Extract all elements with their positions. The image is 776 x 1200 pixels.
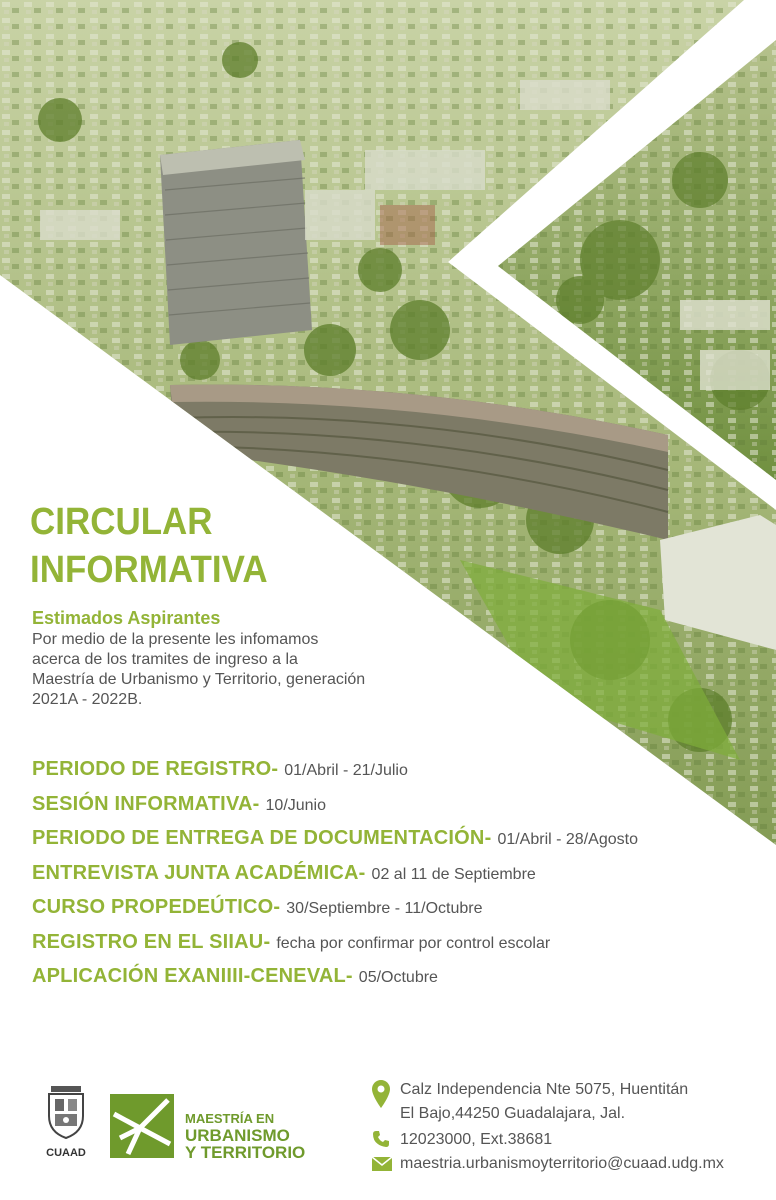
contact-info [372, 1078, 772, 1176]
udg-crest-icon [43, 1082, 89, 1140]
schedule-value: 30/Septiembre - 11/Octubre [286, 900, 483, 917]
schedule-item [32, 965, 752, 1000]
intro-text [32, 630, 452, 710]
phone-icon [372, 1130, 390, 1148]
program-line-3: Y TERRITORIO [185, 1143, 306, 1162]
schedule-value: 01/Abril - 28/Agosto [497, 831, 638, 848]
schedule-label: ENTREVISTA JUNTA ACADÉMICA- [32, 861, 366, 884]
intro-block [32, 606, 452, 710]
intro-line: acerca de los tramites de ingreso a la [32, 651, 298, 668]
schedule-list [32, 758, 752, 1000]
program-logo [110, 1094, 330, 1164]
phone-text: 12023000, Ext.38681 [400, 1131, 553, 1148]
intro-line: Maestría de Urbanismo y Territorio, generación [32, 671, 366, 688]
email-link[interactable]: maestria.urbanismoyterritorio@cuaad.udg.mx [400, 1155, 724, 1172]
schedule-value: fecha por confirmar por control escolar [276, 934, 551, 952]
phone [372, 1128, 772, 1152]
title-line-1: CIRCULAR [30, 501, 213, 543]
schedule-label: PERIODO DE ENTREGA DE DOCUMENTACIÓN- [32, 827, 492, 849]
greeting: Estimados Aspirantes [32, 608, 221, 628]
schedule-value: 10/Junio [265, 796, 327, 814]
title-line-2: INFORMATIVA [30, 549, 268, 591]
schedule-label: PERIODO DE REGISTRO- [32, 758, 279, 780]
schedule-item [32, 862, 752, 897]
program-line-1: MAESTRÍA EN [185, 1111, 275, 1126]
location-pin-icon [372, 1080, 390, 1110]
page-title [30, 498, 268, 594]
footer [0, 1070, 776, 1200]
schedule-item [32, 896, 752, 931]
schedule-value: 01/Abril - 21/Julio [284, 762, 408, 779]
schedule-value: 02 al 11 de Septiembre [371, 865, 536, 883]
schedule-label: SESIÓN INFORMATIVA- [32, 792, 260, 815]
address [372, 1078, 772, 1126]
schedule-item [32, 793, 752, 828]
program-line-2: URBANISMO [185, 1126, 290, 1145]
intro-line: Por medio de la presente les infomamos [32, 631, 319, 648]
udg-logo [38, 1082, 94, 1159]
schedule-label: REGISTRO EN EL SIIAU- [32, 930, 271, 953]
schedule-item [32, 758, 752, 793]
schedule-item [32, 931, 752, 966]
program-logo-mark-icon [110, 1094, 174, 1158]
program-name [185, 1110, 305, 1161]
udg-caption: CUAAD [46, 1147, 86, 1159]
envelope-icon [372, 1157, 392, 1171]
schedule-label: CURSO PROPEDEÚTICO- [32, 896, 281, 918]
address-line-2: El Bajo,44250 Guadalajara, Jal. [400, 1105, 626, 1122]
schedule-label: APLICACIÓN EXANIIII-CENEVAL- [32, 965, 353, 987]
address-line-1: Calz Independencia Nte 5075, Huentitán [400, 1081, 689, 1098]
schedule-item [32, 827, 752, 862]
schedule-value: 05/Octubre [358, 969, 438, 986]
intro-line: 2021A - 2022B. [32, 691, 143, 708]
email [372, 1152, 772, 1176]
